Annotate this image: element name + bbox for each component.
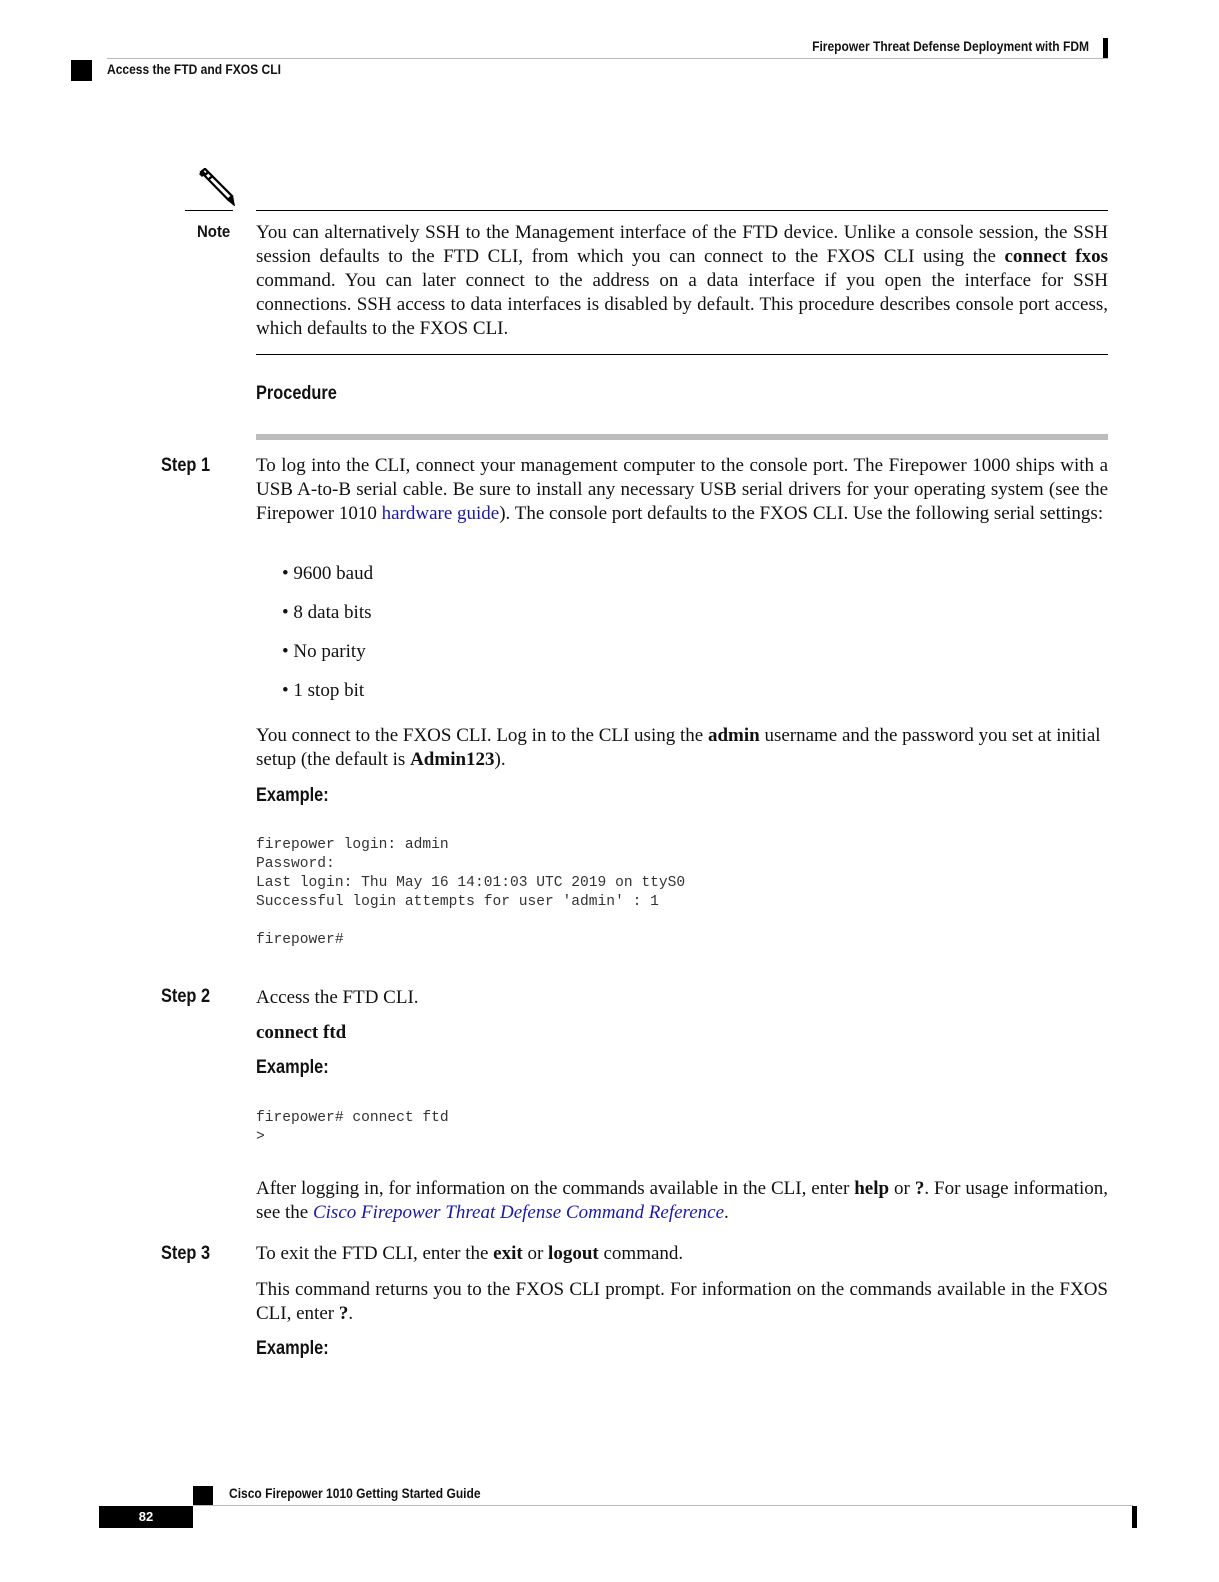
step-2-after-text <box>256 1177 1108 1225</box>
login-default-password: Admin123 <box>410 749 495 770</box>
step-1-text <box>256 454 1108 526</box>
fxos-question-command: ? <box>338 1303 349 1324</box>
page-number: 82 <box>99 1506 193 1528</box>
step-3-label: Step 3 <box>161 1243 211 1264</box>
serial-setting-data-bits: • 8 data bits <box>282 602 372 623</box>
logout-command: logout <box>548 1243 599 1264</box>
step-1-example-label: Example: <box>256 785 329 806</box>
login-text-part-1: You connect to the FXOS CLI. Log in to the CLI using the <box>256 725 708 746</box>
serial-setting-baud: • 9600 baud <box>282 563 374 584</box>
after-text-part-1: After logging in, for information on the commands available in the CLI, enter <box>256 1178 855 1199</box>
after-text-part-2: . For usage information, see the <box>256 1178 1109 1223</box>
note-top-rule <box>256 210 1108 211</box>
after-text-part-3: . <box>724 1202 729 1223</box>
note-command-connect-fxos: connect fxos <box>1004 246 1108 267</box>
step-1-label: Step 1 <box>161 455 211 476</box>
header-rule <box>107 58 1108 59</box>
header-section-block <box>71 60 92 81</box>
footer-title-block <box>193 1486 213 1505</box>
note-label: Note <box>197 222 231 241</box>
step-1-login-text <box>256 724 1108 772</box>
running-header-section-title: Access the FTD and FXOS CLI <box>107 61 281 77</box>
after-text-or: or <box>889 1178 915 1199</box>
footer-guide-title: Cisco Firepower 1010 Getting Started Guide <box>229 1485 481 1501</box>
step-1-text-part-1: To log into the CLI, connect your management computer to the console port. The Firepower 1000 ships with a USB A-to-B serial cable. Be sure to install any necessary USB serial drivers for your operating system (see the Firepower 1010 <box>256 455 1108 524</box>
step-2-label: Step 2 <box>161 986 211 1007</box>
procedure-heading: Procedure <box>256 383 337 404</box>
step-1-code-example: firepower login: admin Password: Last login: Thu May 16 14:01:03 UTC 2019 on ttyS0 Successful login attempts for user 'admin' : 1 firepower# <box>256 837 686 948</box>
question-command: ? <box>914 1178 925 1199</box>
step-3-text <box>256 1242 1108 1266</box>
returns-text-part-2: . <box>348 1303 354 1324</box>
footer-marker-bar <box>1132 1506 1137 1528</box>
step-2-code-example: firepower# connect ftd > <box>256 1110 449 1145</box>
step-3-returns-text <box>256 1278 1108 1326</box>
step-3-text-or: or <box>522 1243 549 1264</box>
note-text-part-2: command. You can later connect to the address on a data interface if you open the interface for SSH connections. SSH access to data interfaces is disabled by default. This procedure describes console port access, which defaults to the FXOS CLI. <box>256 270 1108 339</box>
serial-setting-stop-bit: • 1 stop bit <box>282 680 365 701</box>
footer-rule <box>193 1505 1133 1506</box>
header-marker-bar <box>1103 38 1108 58</box>
step-3-text-part-2: command. <box>598 1243 684 1264</box>
pencil-icon <box>195 168 235 206</box>
step-2-text: Access the FTD CLI. <box>256 987 419 1008</box>
procedure-divider-bar <box>256 434 1108 440</box>
login-text-part-2: username and the password you set at initial setup (the default is <box>256 725 1101 770</box>
command-reference-link[interactable]: Cisco Firepower Threat Defense Command Reference <box>312 1202 725 1223</box>
note-text <box>256 221 1108 341</box>
returns-text-part-1: This command returns you to the FXOS CLI prompt. For information on the commands available in the FXOS CLI, enter <box>256 1279 1108 1324</box>
serial-setting-parity: • No parity <box>282 641 366 662</box>
login-username: admin <box>707 725 760 746</box>
hardware-guide-link[interactable]: hardware guide <box>381 503 500 524</box>
step-2-command: connect ftd <box>256 1022 347 1043</box>
step-3-example-label: Example: <box>256 1338 329 1359</box>
note-text-part-1: You can alternatively SSH to the Management interface of the FTD device. Unlike a console session, the SSH session defaults to the FTD CLI, from which you can connect to the FXOS CLI using the <box>256 222 1108 267</box>
help-command: help <box>854 1178 890 1199</box>
login-text-part-3: ). <box>494 749 506 770</box>
exit-command: exit <box>493 1243 523 1264</box>
step-3-text-part-1: To exit the FTD CLI, enter the <box>256 1243 494 1264</box>
running-header-book-title: Firepower Threat Defense Deployment with FDM <box>812 38 1089 54</box>
step-2-example-label: Example: <box>256 1057 329 1078</box>
step-1-text-part-2: ). The console port defaults to the FXOS CLI. Use the following serial settings: <box>499 503 1104 524</box>
note-bottom-rule <box>256 354 1108 355</box>
note-icon-underline <box>185 210 233 211</box>
